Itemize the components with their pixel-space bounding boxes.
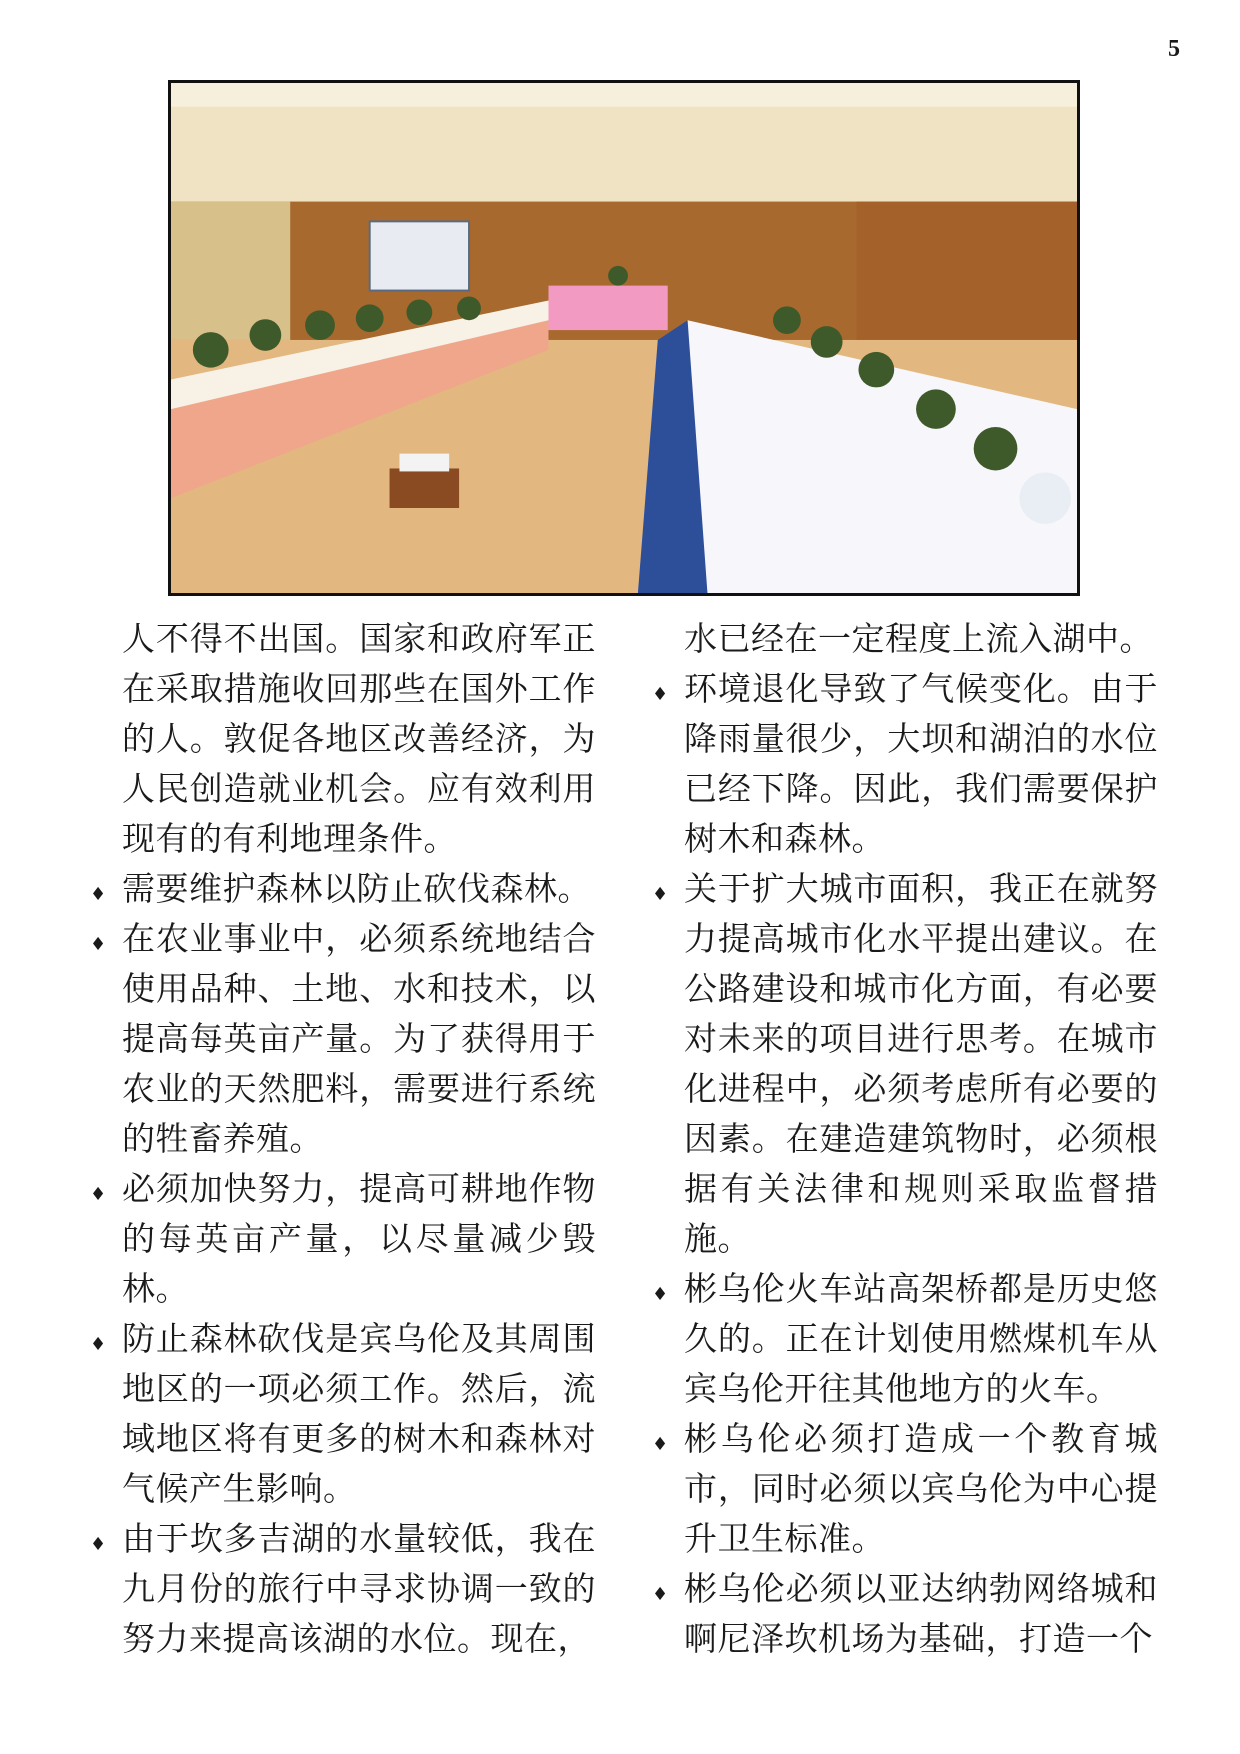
bullet-item — [652, 864, 1158, 1264]
bullet-text: 防止森林砍伐是宾乌伦及其周围地区的一项必须工作。然后，流域地区将有更多的树木和森林对气候产生影响。 — [122, 1319, 596, 1508]
diamond-bullet-icon: ♦ — [90, 934, 107, 955]
bullet-item — [652, 1414, 1158, 1564]
diamond-bullet-icon: ♦ — [90, 1534, 107, 1555]
bullet-item — [652, 1264, 1158, 1414]
continuation-paragraph — [658, 614, 1158, 664]
bullet-item — [90, 1314, 596, 1514]
diamond-bullet-icon: ♦ — [652, 884, 669, 905]
right-column — [652, 614, 1158, 1664]
diamond-bullet-icon: ♦ — [652, 1434, 669, 1455]
bullet-item — [90, 914, 596, 1164]
bullet-item — [90, 864, 596, 914]
meeting-photo-illustration — [171, 83, 1077, 593]
bullet-item — [652, 664, 1158, 864]
left-column — [90, 614, 596, 1664]
bullet-text: 彬乌伦必须以亚达纳勃网络城和啊尼泽坎机场为基础，打造一个 — [684, 1569, 1158, 1658]
bullet-item — [652, 1564, 1158, 1664]
diamond-bullet-icon: ♦ — [652, 684, 669, 705]
page-number: 5 — [1168, 36, 1180, 62]
diamond-bullet-icon: ♦ — [90, 884, 107, 905]
diamond-bullet-icon: ♦ — [652, 1584, 669, 1605]
bullet-item — [90, 1514, 596, 1664]
bullet-text: 环境退化导致了气候变化。由于降雨量很少，大坝和湖泊的水位已经下降。因此，我们需要保护树木和森林。 — [684, 669, 1158, 858]
bullet-text: 由于坎多吉湖的水量较低，我在九月份的旅行中寻求协调一致的努力来提高该湖的水位。现在， — [122, 1519, 596, 1658]
bullet-text: 需要维护森林以防止砍伐森林。 — [122, 869, 591, 908]
bullet-text: 彬乌伦必须打造成一个教育城市，同时必须以宾乌伦为中心提升卫生标准。 — [684, 1419, 1158, 1558]
bullet-text: 彬乌伦火车站高架桥都是历史悠久的。正在计划使用燃煤机车从宾乌伦开往其他地方的火车。 — [684, 1269, 1158, 1408]
paragraph-text: 人不得不出国。国家和政府军正在采取措施收回那些在国外工作的人。敦促各地区改善经济，为人民创造就业机会。应有效利用现有的有利地理条件。 — [122, 619, 596, 858]
diamond-bullet-icon: ♦ — [90, 1184, 107, 1205]
paragraph-text: 水已经在一定程度上流入湖中。 — [684, 619, 1153, 658]
meeting-photo — [168, 80, 1080, 596]
bullet-text: 必须加快努力，提高可耕地作物的每英亩产量，以尽量减少毁林。 — [122, 1169, 596, 1308]
diamond-bullet-icon: ♦ — [90, 1334, 107, 1355]
bullet-text: 关于扩大城市面积，我正在就努力提高城市化水平提出建议。在公路建设和城市化方面，有必要对未来的项目进行思考。在城市化进程中，必须考虑所有必要的因素。在建造建筑物时，必须根据有关法律和规则采取监督措施。 — [684, 869, 1158, 1258]
continuation-paragraph — [96, 614, 596, 864]
diamond-bullet-icon: ♦ — [652, 1284, 669, 1305]
bullet-text: 在农业事业中，必须系统地结合使用品种、土地、水和技术，以提高每英亩产量。为了获得用于农业的天然肥料，需要进行系统的牲畜养殖。 — [122, 919, 596, 1158]
bullet-item — [90, 1164, 596, 1314]
